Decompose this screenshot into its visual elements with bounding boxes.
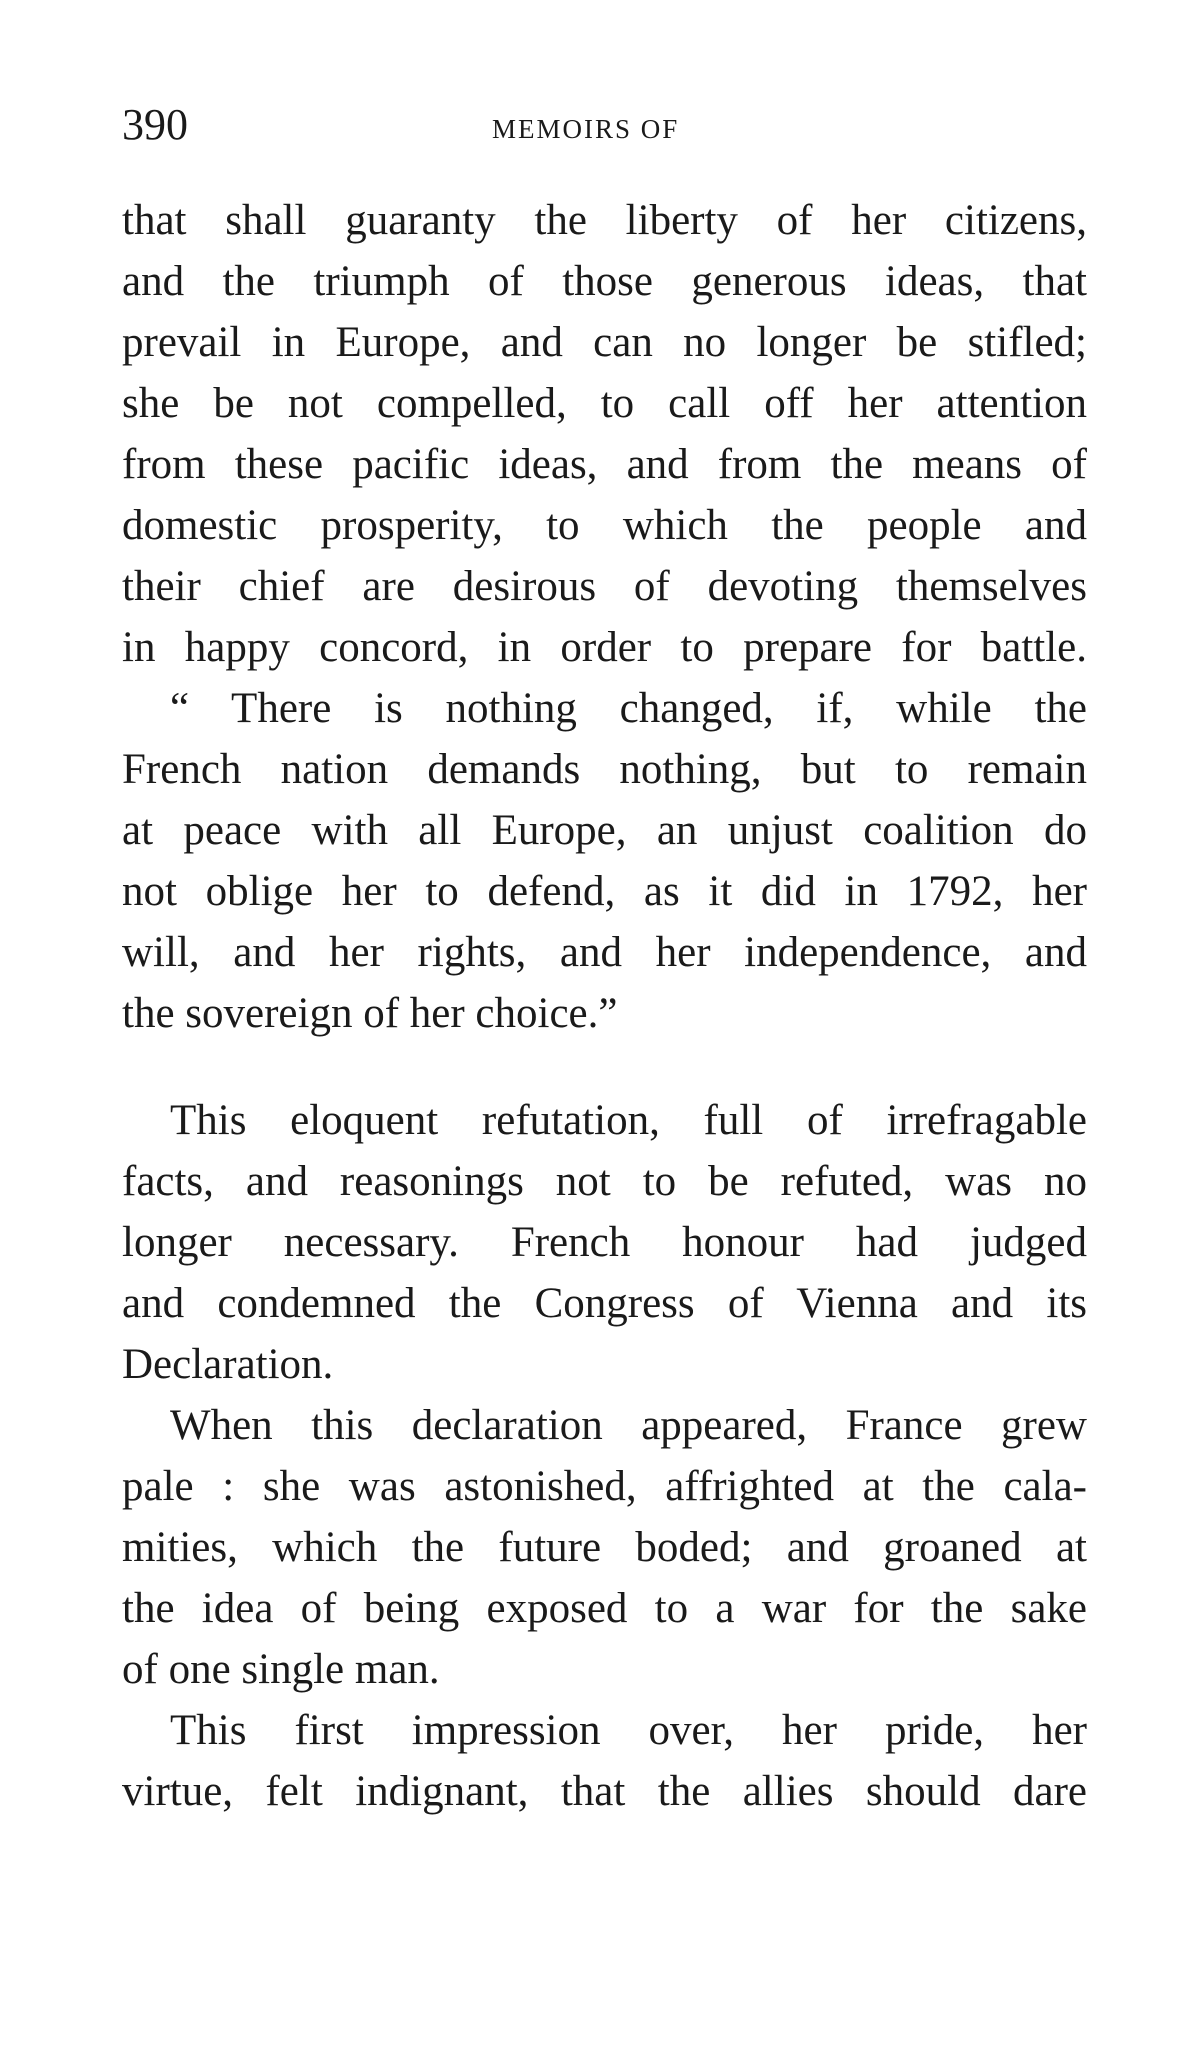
text-line: virtue, felt indignant, that the allies should dare xyxy=(122,1768,1087,1815)
text-line: from these pacific ideas, and from the means of xyxy=(122,441,1087,488)
text-line: “ There is nothing changed, if, while the xyxy=(170,685,1087,732)
text-line: and condemned the Congress of Vienna and its xyxy=(122,1280,1087,1327)
text-line: the idea of being exposed to a war for the sake xyxy=(122,1585,1087,1632)
running-head xyxy=(122,95,1087,155)
text-line: the sovereign of her choice.” xyxy=(122,990,618,1037)
text-line: will, and her rights, and her independence, and xyxy=(122,929,1087,976)
text-line: pale : she was astonished, affrighted at the cala- xyxy=(122,1463,1087,1510)
text-line: facts, and reasonings not to be refuted, was no xyxy=(122,1158,1087,1205)
text-line: that shall guaranty the liberty of her citizens, xyxy=(122,197,1087,244)
text-line: longer necessary. French honour had judged xyxy=(122,1219,1087,1266)
running-title: MEMOIRS OF xyxy=(492,114,680,144)
text-line: mities, which the future boded; and groaned at xyxy=(122,1524,1087,1571)
text-line: This first impression over, her pride, her xyxy=(170,1707,1087,1754)
text-line: When this declaration appeared, France grew xyxy=(170,1402,1087,1449)
text-line: in happy concord, in order to prepare for battle. xyxy=(122,624,1087,671)
text-line: and the triumph of those generous ideas, that xyxy=(122,258,1087,305)
paragraph-impression xyxy=(122,1700,1087,1822)
text-line: at peace with all Europe, an unjust coalition do xyxy=(122,807,1087,854)
text-line: domestic prosperity, to which the people and xyxy=(122,502,1087,549)
text-line: their chief are desirous of devoting themselves xyxy=(122,563,1087,610)
paragraph-continuation xyxy=(122,190,1087,1044)
text-line: of one single man. xyxy=(122,1646,440,1693)
text-line: This eloquent refutation, full of irrefragable xyxy=(170,1097,1087,1144)
text-line: she be not compelled, to call off her attention xyxy=(122,380,1087,427)
text-line: prevail in Europe, and can no longer be stifled; xyxy=(122,319,1087,366)
text-line: Declaration. xyxy=(122,1341,334,1388)
paragraph-refutation xyxy=(122,1090,1087,1395)
text-line: not oblige her to defend, as it did in 1792, her xyxy=(122,868,1087,915)
paragraph-declaration xyxy=(122,1395,1087,1700)
text-line: French nation demands nothing, but to remain xyxy=(122,746,1087,793)
page-number: 390 xyxy=(122,100,188,149)
